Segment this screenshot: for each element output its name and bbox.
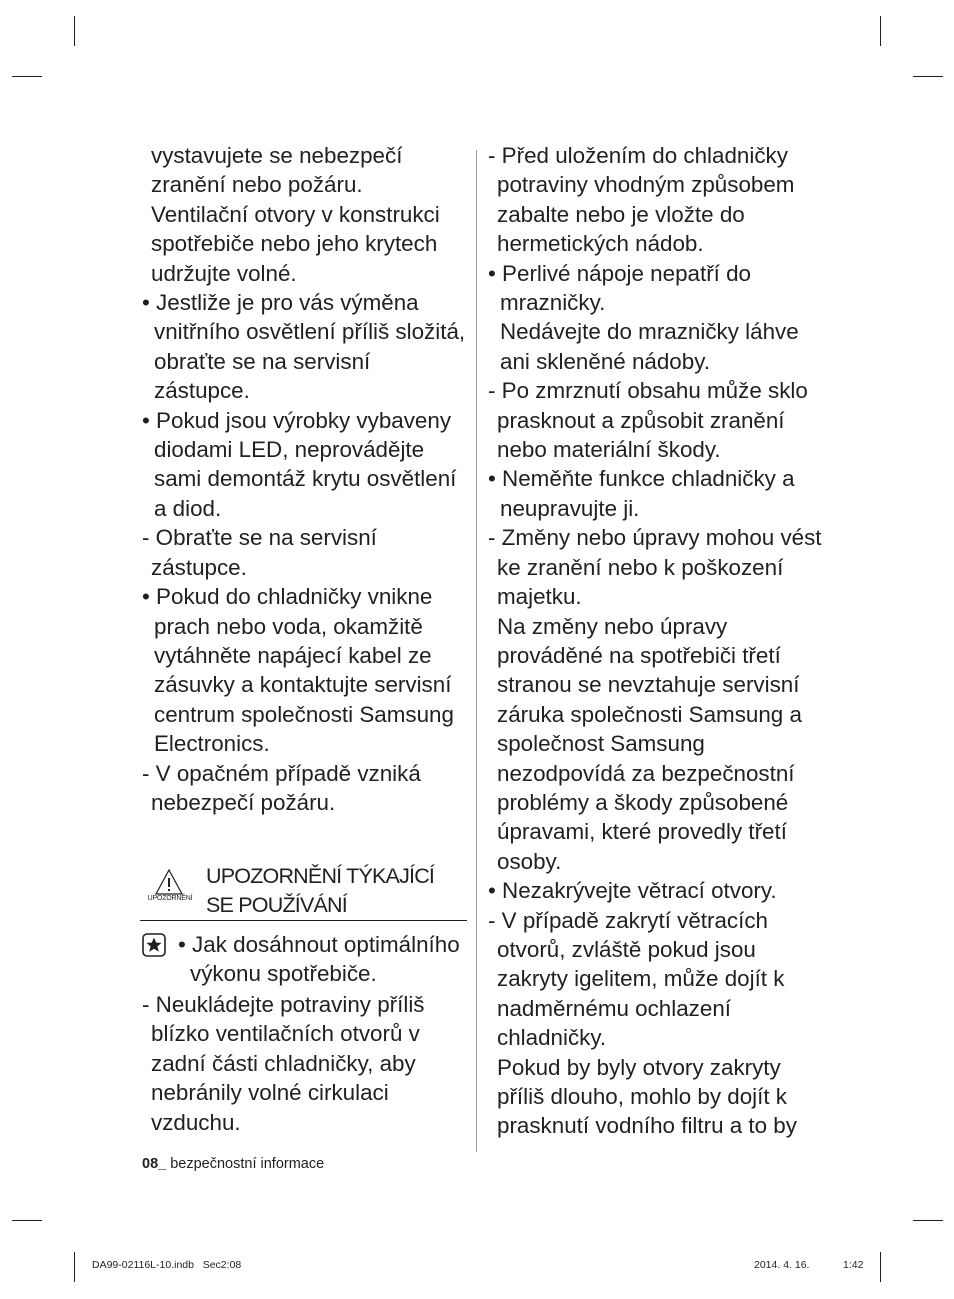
right-dash-3: - Změny nebo úpravy mohou vést ke zranění nebo k poškození majetku. [488, 525, 822, 610]
crop-mark-right-top [913, 76, 943, 77]
column-divider [476, 150, 477, 1152]
crop-mark-bottom-left [74, 1252, 75, 1282]
footer-section: bezpečnostní informace [166, 1156, 325, 1172]
page-number: 08_ [142, 1156, 167, 1172]
right-bullet-3: • Nezakrývejte větrací otvory. [488, 878, 777, 904]
right-paragraph-1: Nedávejte do mrazničky láhve ani skleněné nádoby. [500, 319, 799, 374]
right-dash-2: - Po zmrznutí obsahu může sklo prasknout a způsobit zranění nebo materiální škody. [488, 378, 808, 463]
left-bullet-3: • Pokud do chladničky vnikne prach nebo voda, okamžitě vytáhněte napájecí kabel ze zásuvky a kontaktujte servisní centrum společnosti Samsung Electronics. [142, 584, 454, 757]
caution-heading [140, 862, 467, 921]
left-dash-2: - V opačném případě vzniká nebezpečí požáru. [142, 760, 421, 815]
left-dash-1: - Obraťte se na servisní zástupce. [142, 525, 377, 580]
page-footer [142, 1156, 324, 1172]
left-paragraph-1: vystavujete se nebezpečí zranění nebo požáru. [151, 143, 403, 198]
caution-icon-label: UPOZORNĚNÍ [147, 895, 193, 902]
right-bullet-2: • Neměňte funkce chladničky a neupravujte ji. [488, 466, 795, 521]
crop-mark-top-right [880, 16, 881, 46]
right-dash-1: - Před uložením do chladničky potraviny vhodným způsobem zabalte nebo je vložte do hermetických nádob. [488, 143, 795, 257]
crop-mark-top-left [74, 16, 75, 46]
right-column [488, 141, 828, 1141]
star-note-icon [142, 933, 166, 957]
right-paragraph-3: Pokud by byly otvory zakryty příliš dlouho, mohlo by dojít k prasknutí vodního filtru a to by [497, 1054, 797, 1139]
crop-mark-right-bottom [913, 1220, 943, 1221]
imprint-date: 2014. 4. 16. [754, 1259, 810, 1271]
note-text: • Jak dosáhnout optimálního výkonu spotřebiče. [178, 932, 460, 987]
right-bullet-1: • Perlivé nápoje nepatří do mrazničky. [488, 260, 752, 316]
left-bullet-2: • Pokud jsou výrobky vybaveny diodami LED, neprovádějte sami demontáž krytu osvětlení a diod. [142, 407, 457, 521]
right-dash-4: - V případě zakrytí větracích otvorů, zvláště pokud jsou zakryty igelitem, může dojít k nadměrnému ochlazení chladničky. [488, 907, 785, 1051]
imprint-time: 1:42 [843, 1259, 864, 1271]
below-note-dash-1: - Neukládejte potraviny příliš blízko ventilačních otvorů v zadní části chladničky, aby nebránily volné cirkulaci vzduchu. [142, 992, 425, 1135]
caution-title-line-1: UPOZORNĚNÍ TÝKAJÍCÍ [206, 864, 435, 888]
left-column [142, 141, 472, 817]
caution-title [206, 862, 434, 920]
crop-mark-bottom-right [880, 1252, 881, 1282]
imprint-file: DA99-02116L-10.indb Sec2:08 [92, 1259, 242, 1271]
right-paragraph-2: Na změny nebo úpravy prováděné na spotřebiči třetí stranou se nevztahuje servisní záruka společnosti Samsung a společnost Samsung nezodpovídá za bezpečnostní problémy a škody způsobené úpravami, které provedly třetí osoby. [497, 613, 802, 874]
left-paragraph-2: Ventilační otvory v konstrukci spotřebiče nebo jeho krytech udržujte volné. [151, 201, 440, 286]
crop-mark-left-top [12, 76, 42, 77]
left-bullet-1: • Jestliže je pro vás výměna vnitřního osvětlení příliš složitá, obraťte se na servisní zástupce. [142, 290, 466, 404]
crop-mark-left-bottom [12, 1220, 42, 1221]
below-note [142, 990, 472, 1137]
note-block [142, 930, 472, 989]
caution-title-line-2: SE POUŽÍVÁNÍ [206, 893, 347, 917]
